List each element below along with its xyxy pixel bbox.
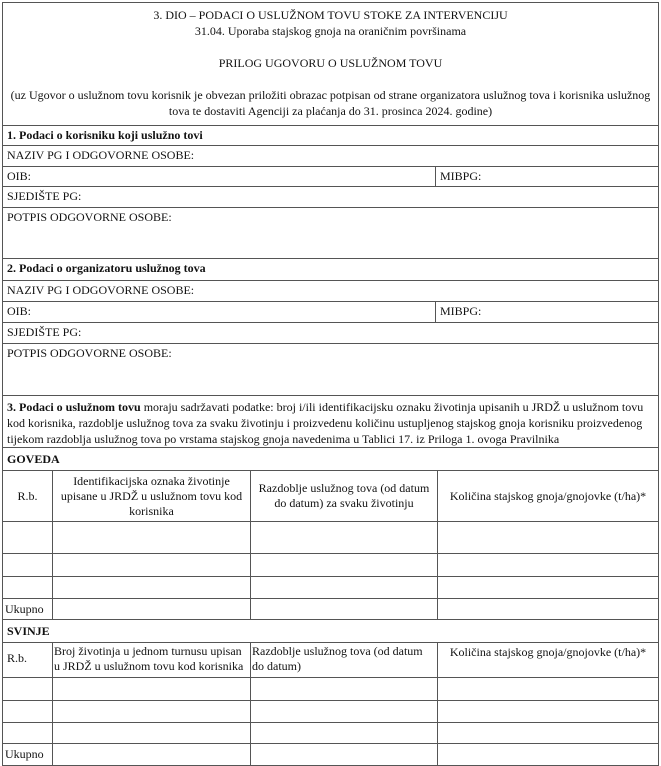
organizer-signature-field[interactable]: POTPIS ODGOVORNE OSOBE: xyxy=(2,343,659,396)
goveda-table-cell[interactable] xyxy=(437,553,659,577)
goveda-col-period: Razdoblje uslužnog tova (od datum do datum) za svaku životinju xyxy=(250,470,438,522)
user-mibpg-field[interactable]: MIBPG: xyxy=(435,166,659,187)
form-subtitle: 31.04. Uporaba stajskog gnoja na oraničnim površinama xyxy=(194,24,467,38)
goveda-col-id: Identifikacijska oznaka životinje upisane u JRDŽ u uslužnom tovu kod korisnika xyxy=(52,470,251,522)
svinje-col-count: Broj životinja u jednom turnusu upisan u JRDŽ u uslužnom tovu kod korisnika xyxy=(52,642,251,678)
svinje-table-cell[interactable] xyxy=(437,722,659,744)
goveda-total-cell[interactable] xyxy=(250,598,438,621)
svinje-table-cell[interactable] xyxy=(2,677,53,701)
goveda-total-cell[interactable] xyxy=(437,598,659,621)
svinje-table-cell[interactable] xyxy=(52,722,251,744)
organizer-seat-field[interactable]: SJEDIŠTE PG: xyxy=(2,322,659,344)
svinje-table-cell[interactable] xyxy=(52,700,251,723)
form-title: 3. DIO – PODACI O USLUŽNOM TOVU STOKE ZA INTERVENCIJU xyxy=(153,8,508,22)
user-name-field[interactable]: NAZIV PG I ODGOVORNE OSOBE: xyxy=(2,145,659,167)
annex-title: PRILOG UGOVORU O USLUŽNOM TOVU xyxy=(218,56,443,70)
user-signature-field[interactable]: POTPIS ODGOVORNE OSOBE: xyxy=(2,207,659,259)
goveda-total-cell[interactable] xyxy=(52,598,251,621)
goveda-table-cell[interactable] xyxy=(437,576,659,599)
svinje-table-cell[interactable] xyxy=(250,700,438,723)
goveda-table-cell[interactable] xyxy=(437,521,659,554)
goveda-table-cell[interactable] xyxy=(52,553,251,577)
goveda-table-cell[interactable] xyxy=(52,521,251,554)
svinje-col-quantity: Količina stajskog gnoja/gnojovke (t/ha)* xyxy=(437,642,659,678)
goveda-col-quantity: Količina stajskog gnoja/gnojovke (t/ha)* xyxy=(437,470,659,522)
goveda-table-cell[interactable] xyxy=(250,576,438,599)
goveda-table-cell[interactable] xyxy=(52,576,251,599)
section2-title: 2. Podaci o organizatoru uslužnog tova xyxy=(2,258,659,281)
svinje-total-label: Ukupno xyxy=(2,743,53,766)
goveda-col-rb: R.b. xyxy=(2,470,53,522)
organizer-mibpg-field[interactable]: MIBPG: xyxy=(435,301,659,323)
goveda-total-label: Ukupno xyxy=(2,598,53,621)
section3-text: moraju sadržavati podatke: broj i/ili identifikacijsku oznaku životinja upisanih u JRDŽ u uslužnom tovu kod korisnika, razdoblje uslužnog tova za svaku životinju i proizvedenu količinu ustupljenog stajskog gnoja korisniku proizvedenog tijekom razdoblja uslužnog tova po vrstama stajskog gnoja navedenima u Tablici 17. iz Priloga 1. ovoga Pravilnika xyxy=(7,400,644,446)
section1-title: 1. Podaci o korisniku koji uslužno tovi xyxy=(2,125,659,146)
goveda-table-cell[interactable] xyxy=(250,521,438,554)
svinje-table-cell[interactable] xyxy=(52,677,251,701)
goveda-table-cell[interactable] xyxy=(2,553,53,577)
svinje-table-cell[interactable] xyxy=(250,722,438,744)
goveda-title: GOVEDA xyxy=(2,447,659,471)
user-seat-field[interactable]: SJEDIŠTE PG: xyxy=(2,186,659,208)
svinje-table-cell[interactable] xyxy=(2,700,53,723)
goveda-table-cell[interactable] xyxy=(2,576,53,599)
svinje-table-cell[interactable] xyxy=(2,722,53,744)
form-header xyxy=(2,2,659,126)
goveda-table-cell[interactable] xyxy=(2,521,53,554)
organizer-oib-field[interactable]: OIB: xyxy=(2,301,436,323)
svinje-col-period: Razdoblje uslužnog tova (od datum do datum) xyxy=(250,642,438,678)
user-oib-field[interactable]: OIB: xyxy=(2,166,436,187)
svinje-total-cell[interactable] xyxy=(250,743,438,766)
svinje-total-cell[interactable] xyxy=(437,743,659,766)
svinje-table-cell[interactable] xyxy=(250,677,438,701)
goveda-table-cell[interactable] xyxy=(250,553,438,577)
svinje-col-rb: R.b. xyxy=(2,642,53,678)
instruction-note: (uz Ugovor o uslužnom tovu korisnik je obvezan priložiti obrazac potpisan od strane organizatora uslužnog tova i korisnika uslužnog tova te dostaviti Agenciji za plaćanja do 31. prosinca 2024. godine) xyxy=(10,88,651,118)
section3-title: 3. Podaci o uslužnom tovu xyxy=(7,400,141,414)
organizer-name-field[interactable]: NAZIV PG I ODGOVORNE OSOBE: xyxy=(2,280,659,302)
svinje-table-cell[interactable] xyxy=(437,677,659,701)
svinje-total-cell[interactable] xyxy=(52,743,251,766)
svinje-table-cell[interactable] xyxy=(437,700,659,723)
svinje-title: SVINJE xyxy=(2,619,659,643)
section3-description xyxy=(2,395,659,448)
